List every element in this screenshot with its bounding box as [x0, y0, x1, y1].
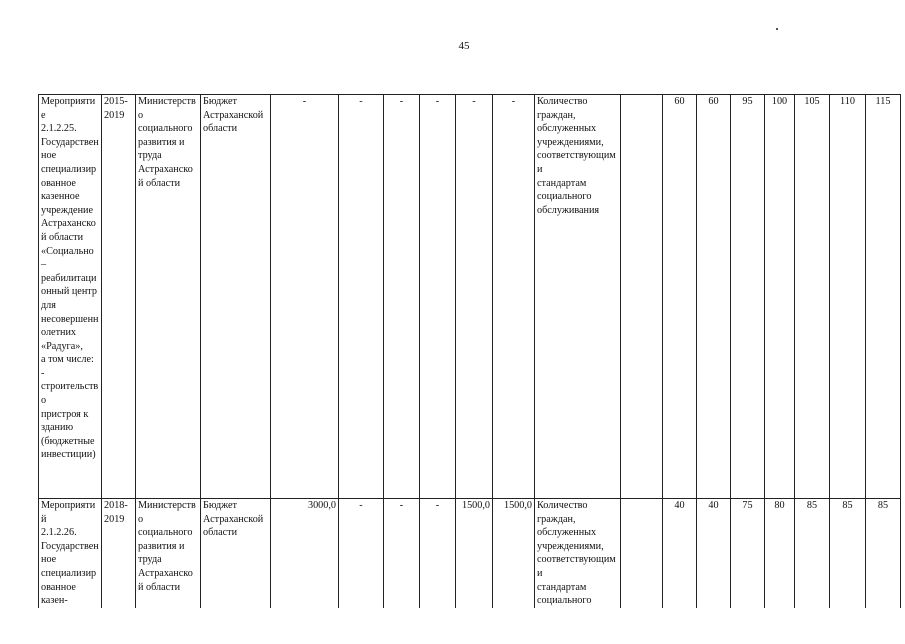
indicator-value-cell: 85 [866, 499, 901, 608]
year-2018-cell: - [456, 95, 493, 499]
total-cell: 3000,0 [271, 499, 339, 608]
period-cell: 2015-2019 [102, 95, 136, 499]
indicator-value-cell: 85 [795, 499, 830, 608]
indicator-value-cell: 40 [697, 499, 731, 608]
year-2017-cell: - [420, 499, 456, 608]
source-cell: Бюджет Астраханской области [201, 499, 271, 608]
table-row [39, 499, 901, 608]
indicator-value-cell: 115 [866, 95, 901, 499]
indicator-cell: Количество граждан, обслуженных учреждениями, соответствующими стандартам социального [535, 499, 621, 608]
source-cell: Бюджет Астраханской области [201, 95, 271, 499]
total-cell: - [271, 95, 339, 499]
indicator-value-cell: 60 [697, 95, 731, 499]
year-2016-cell: - [384, 95, 420, 499]
year-2015-cell: - [339, 499, 384, 608]
year-2019-cell: 1500,0 [493, 499, 535, 608]
year-2018-cell: 1500,0 [456, 499, 493, 608]
year-2017-cell: - [420, 95, 456, 499]
period-cell: 2018-2019 [102, 499, 136, 608]
activity-cell: Мероприятие 2.1.2.25. Государственное специализированное казенное учреждение Астраханской области «Социально – реабилитационный центр для несовершеннолетних «Радуга», а том числе: - строительство пристроя к зданию (бюджетные инвестиции) [39, 95, 102, 499]
indicator-value-cell: 75 [731, 499, 765, 608]
program-table [38, 94, 901, 608]
indicator-value-cell: 105 [795, 95, 830, 499]
indicator-cell: Количество граждан, обслуженных учреждениями, соответствующими стандартам социального обслуживания [535, 95, 621, 499]
activity-cell: Мероприятий 2.1.2.26. Государственное специализированное казен- [39, 499, 102, 608]
scan-speck [776, 28, 778, 30]
indicator-value-cell: 110 [830, 95, 866, 499]
indicator-value-cell: 95 [731, 95, 765, 499]
indicator-value-cell: 100 [765, 95, 795, 499]
unit-cell [621, 499, 663, 608]
indicator-value-cell: 85 [830, 499, 866, 608]
indicator-value-cell: 40 [663, 499, 697, 608]
executor-cell: Министерство социального развития и труда Астраханской области [136, 95, 201, 499]
page-number: 45 [458, 40, 470, 52]
indicator-value-cell: 60 [663, 95, 697, 499]
unit-cell [621, 95, 663, 499]
year-2019-cell: - [493, 95, 535, 499]
executor-cell: Министерство социального развития и труда Астраханской области [136, 499, 201, 608]
table-row [39, 95, 901, 499]
indicator-value-cell: 80 [765, 499, 795, 608]
year-2015-cell: - [339, 95, 384, 499]
year-2016-cell: - [384, 499, 420, 608]
